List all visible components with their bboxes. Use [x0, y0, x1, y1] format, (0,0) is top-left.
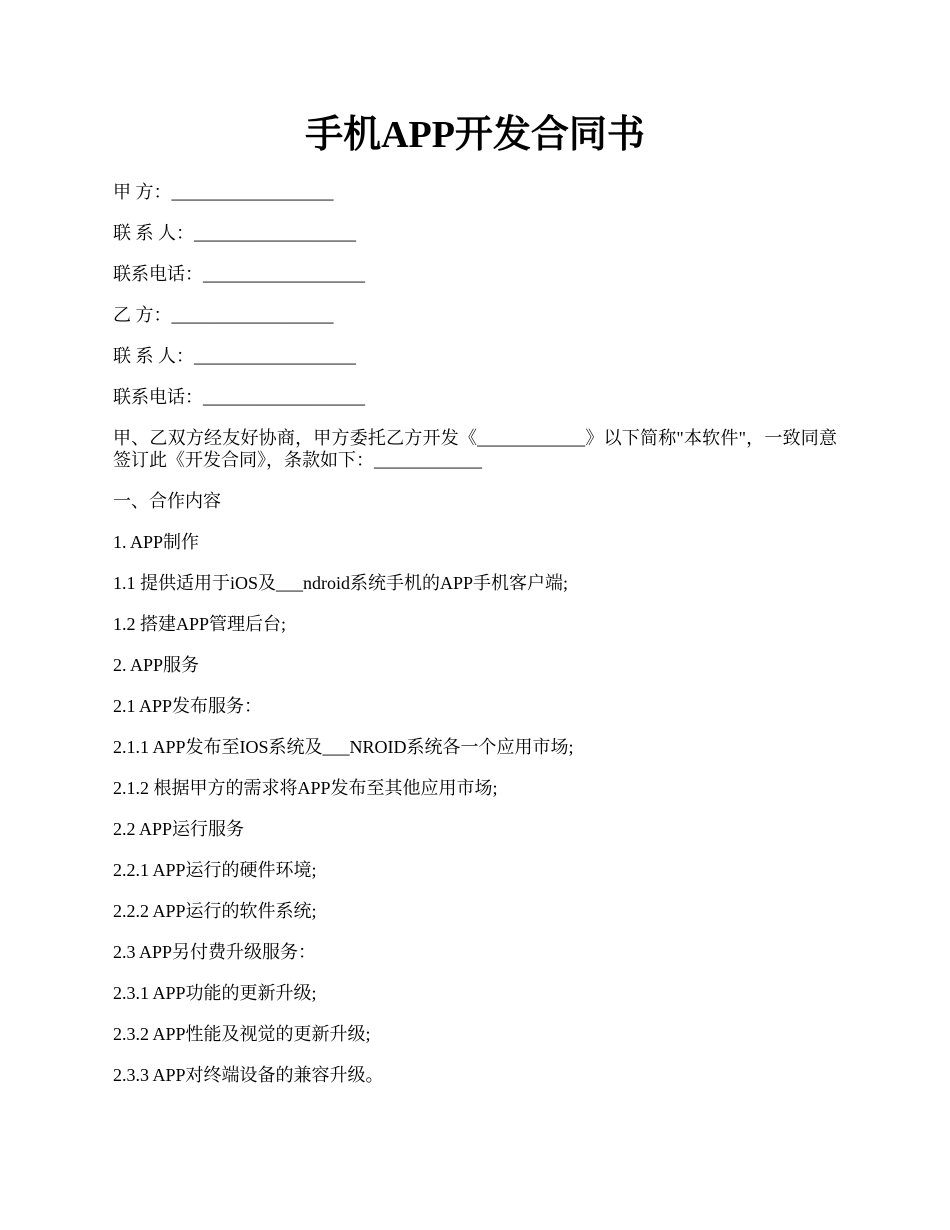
clause-item: 2.3.2 APP性能及视觉的更新升级; [113, 1024, 371, 1044]
clause-item: 2.3.3 APP对终端设备的兼容升级。 [113, 1065, 384, 1085]
clause-item: 2.2.2 APP运行的软件系统; [113, 901, 317, 921]
party-a-phone-field: 联系电话：__________________ [113, 264, 365, 284]
party-b-field: 乙 方：__________________ [113, 305, 334, 325]
party-b-contact-field: 联 系 人：__________________ [113, 346, 356, 366]
document-title: 手机APP开发合同书 [305, 114, 645, 156]
clause-item: 2.1.1 APP发布至IOS系统及___NROID系统各一个应用市场; [113, 737, 574, 757]
document-body [113, 181, 837, 1105]
clause-item: 1.2 搭建APP管理后台; [113, 614, 287, 634]
party-b-phone-field: 联系电话：__________________ [113, 387, 365, 407]
clause-item: 2.3 APP另付费升级服务： [113, 942, 317, 962]
clause-item: 2.3.1 APP功能的更新升级; [113, 983, 317, 1003]
clause-item: 2.1.2 根据甲方的需求将APP发布至其他应用市场; [113, 778, 498, 798]
party-a-field: 甲 方：__________________ [113, 182, 334, 202]
party-a-contact-field: 联 系 人：__________________ [113, 223, 356, 243]
clause-item: 2.1 APP发布服务： [113, 696, 263, 716]
clause-item: 2.2 APP运行服务 [113, 819, 245, 839]
clause-item: 1. APP制作 [113, 532, 200, 552]
preamble-paragraph: 甲、乙双方经友好协商，甲方委托乙方开发《____________》以下简称"本软件"，一致同意签订此《开发合同》，条款如下：____________ [113, 428, 837, 470]
clause-item: 2. APP服务 [113, 655, 200, 675]
clause-item: 1.1 提供适用于iOS及___ndroid系统手机的APP手机客户端; [113, 573, 569, 593]
section-heading: 一、合作内容 [113, 491, 221, 511]
clause-item: 2.2.1 APP运行的硬件环境; [113, 860, 317, 880]
